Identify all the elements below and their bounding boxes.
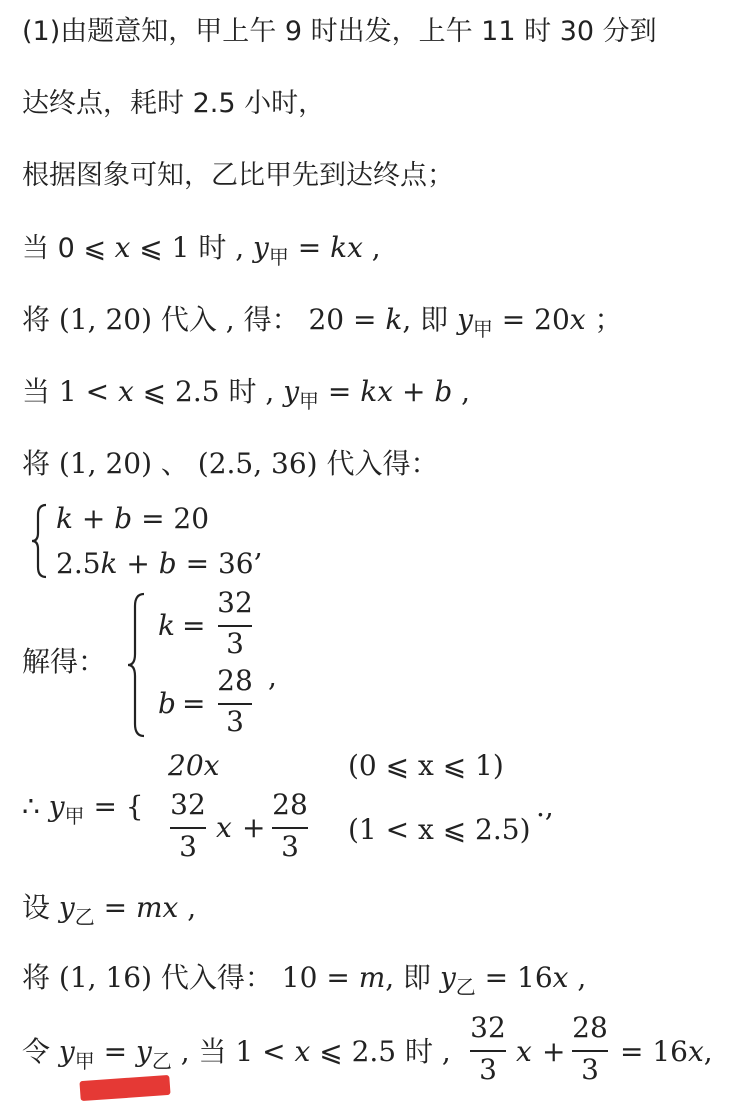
- fraction-bar: [170, 827, 206, 829]
- frac-den: 3: [226, 705, 244, 738]
- sol-k: k: [158, 609, 175, 642]
- math-line-5: 将 (1, 20) 代入 , 得： 20 = k, 即 $y_甲 = 20x$ ；: [22, 303, 623, 341]
- math-line-8: 设 $y_乙$ = mx ,: [22, 891, 197, 929]
- piece-tail: .,: [536, 790, 554, 823]
- frac-den: 3: [479, 1053, 497, 1086]
- system-comma: ,: [254, 530, 263, 563]
- frac-den: 3: [226, 627, 244, 660]
- frac-den: 3: [281, 830, 299, 863]
- piecewise-lhs: ∴ $y_甲$ = {: [22, 790, 144, 828]
- piece-cond-2: (1 < x ⩽ 2.5): [348, 813, 531, 846]
- math-line-4: 当 0 ⩽ x ⩽ 1 时 , $y_甲$ = kx ,: [22, 231, 381, 269]
- frac-den: 3: [581, 1053, 599, 1086]
- solution-comma: ,: [268, 660, 277, 693]
- l10-plus: +: [542, 1035, 566, 1068]
- fraction-bar: [470, 1050, 506, 1052]
- frac-num: 32: [170, 788, 206, 821]
- frac-den: 3: [179, 830, 197, 863]
- system-row-1: k + b = 20: [56, 502, 210, 535]
- system-row-2: 2.5k + b = 36: [56, 547, 254, 580]
- text-line-3: 根据图象可知，乙比甲先到达终点；: [22, 160, 454, 191]
- frac-num: 32: [217, 586, 253, 619]
- l10-tail: = 16x,: [620, 1035, 713, 1068]
- fraction-bar: [272, 827, 308, 829]
- left-brace-icon: [126, 592, 148, 738]
- sol-eq-1: =: [182, 609, 206, 642]
- piece-row-1: 20x: [168, 749, 220, 782]
- piece-x: x: [216, 811, 232, 844]
- piece-cond-1: (0 ⩽ x ⩽ 1): [348, 749, 504, 782]
- sol-eq-2: =: [182, 687, 206, 720]
- left-brace-icon: [30, 503, 50, 579]
- text-line-2: 达终点，耗时 2.5 小时，: [22, 88, 326, 119]
- solution-label: 解得：: [22, 645, 107, 678]
- math-line-10: 令 $y_甲 = y_乙$ , 当 1 < x ⩽ 2.5 时 ,: [22, 1035, 451, 1073]
- fraction-bar: [572, 1050, 608, 1052]
- frac-num: 28: [572, 1011, 608, 1044]
- sol-b: b: [158, 687, 176, 720]
- frac-num: 32: [470, 1011, 506, 1044]
- math-line-9: 将 (1, 16) 代入得： 10 = m, 即 $y_乙 = 16x$ ,: [22, 961, 587, 999]
- math-line-6: 当 1 < x ⩽ 2.5 时 , $y_甲$ = kx + b ,: [22, 375, 471, 413]
- frac-num: 28: [217, 664, 253, 697]
- l10-x: x: [516, 1035, 532, 1068]
- piece-plus: +: [242, 811, 266, 844]
- red-stamp-mark: [79, 1075, 170, 1101]
- frac-num: 28: [272, 788, 308, 821]
- math-line-7: 将 (1, 20) 、 (2.5, 36) 代入得：: [22, 447, 439, 480]
- text-line-1: (1)由题意知，甲上午 9 时出发，上午 11 时 30 分到: [22, 16, 657, 47]
